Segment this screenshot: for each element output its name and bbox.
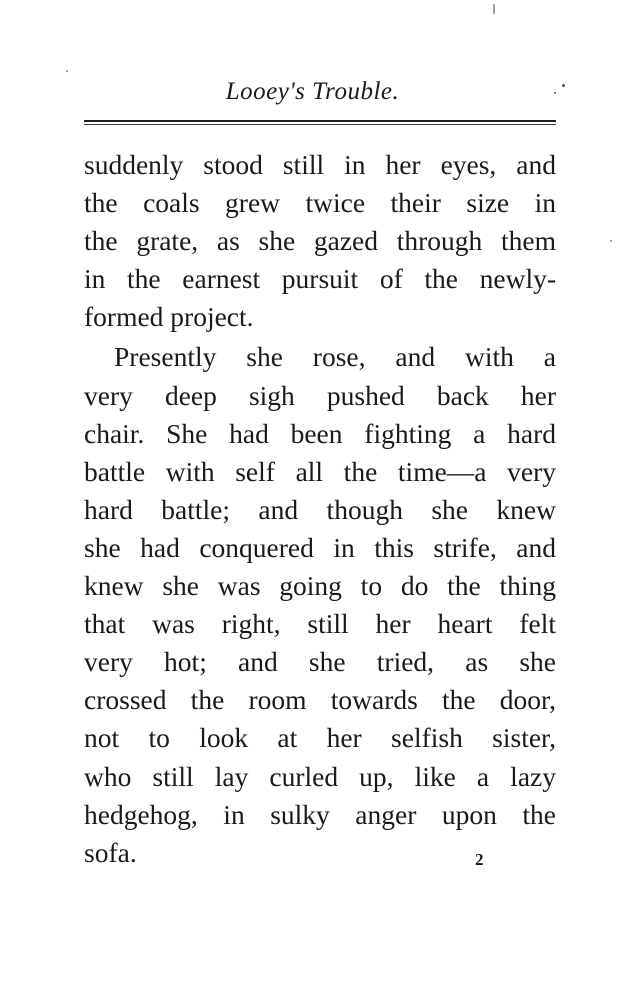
print-speck — [610, 240, 612, 242]
text-line: Presently she rose, and with a — [114, 341, 556, 373]
text-line: very hot; and she tried, as she — [84, 646, 556, 678]
text-line: battle with self all the time—a very — [84, 455, 556, 487]
text-line: very deep sigh pushed back her — [84, 379, 556, 411]
text-line: she had conquered in this strife, and — [84, 531, 556, 563]
text-line: formed project. — [84, 301, 254, 333]
text-line: crossed the room towards the door, — [84, 684, 556, 716]
text-line: who still lay curled up, like a lazy — [84, 760, 556, 792]
text-line: knew she was going to do the thing — [84, 570, 556, 602]
text-line: hard battle; and though she knew — [84, 493, 556, 525]
running-header: Looey's Trouble. — [225, 78, 400, 105]
text-line: not to look at her selfish sister, — [84, 722, 556, 754]
print-speck — [493, 4, 495, 14]
text-line: suddenly stood still in her eyes, and — [84, 149, 556, 180]
header-rule — [84, 120, 556, 122]
text-line: the grate, as she gazed through them — [84, 225, 556, 257]
text-line: chair. She had been fighting a hard — [84, 417, 556, 449]
text-line: in the earnest pursuit of the newly- — [84, 263, 556, 295]
print-speck — [554, 92, 556, 94]
page-body — [84, 146, 556, 872]
text-line: the coals grew twice their size in — [84, 187, 556, 219]
text-line: hedgehog, in sulky anger upon the — [84, 798, 556, 830]
header-rule-thin — [84, 124, 556, 125]
text-line: sofa. — [84, 836, 137, 868]
print-speck — [66, 70, 68, 72]
text-line: that was right, still her heart felt — [84, 608, 556, 640]
print-speck — [562, 84, 565, 87]
signature-mark: 2 — [475, 850, 484, 869]
